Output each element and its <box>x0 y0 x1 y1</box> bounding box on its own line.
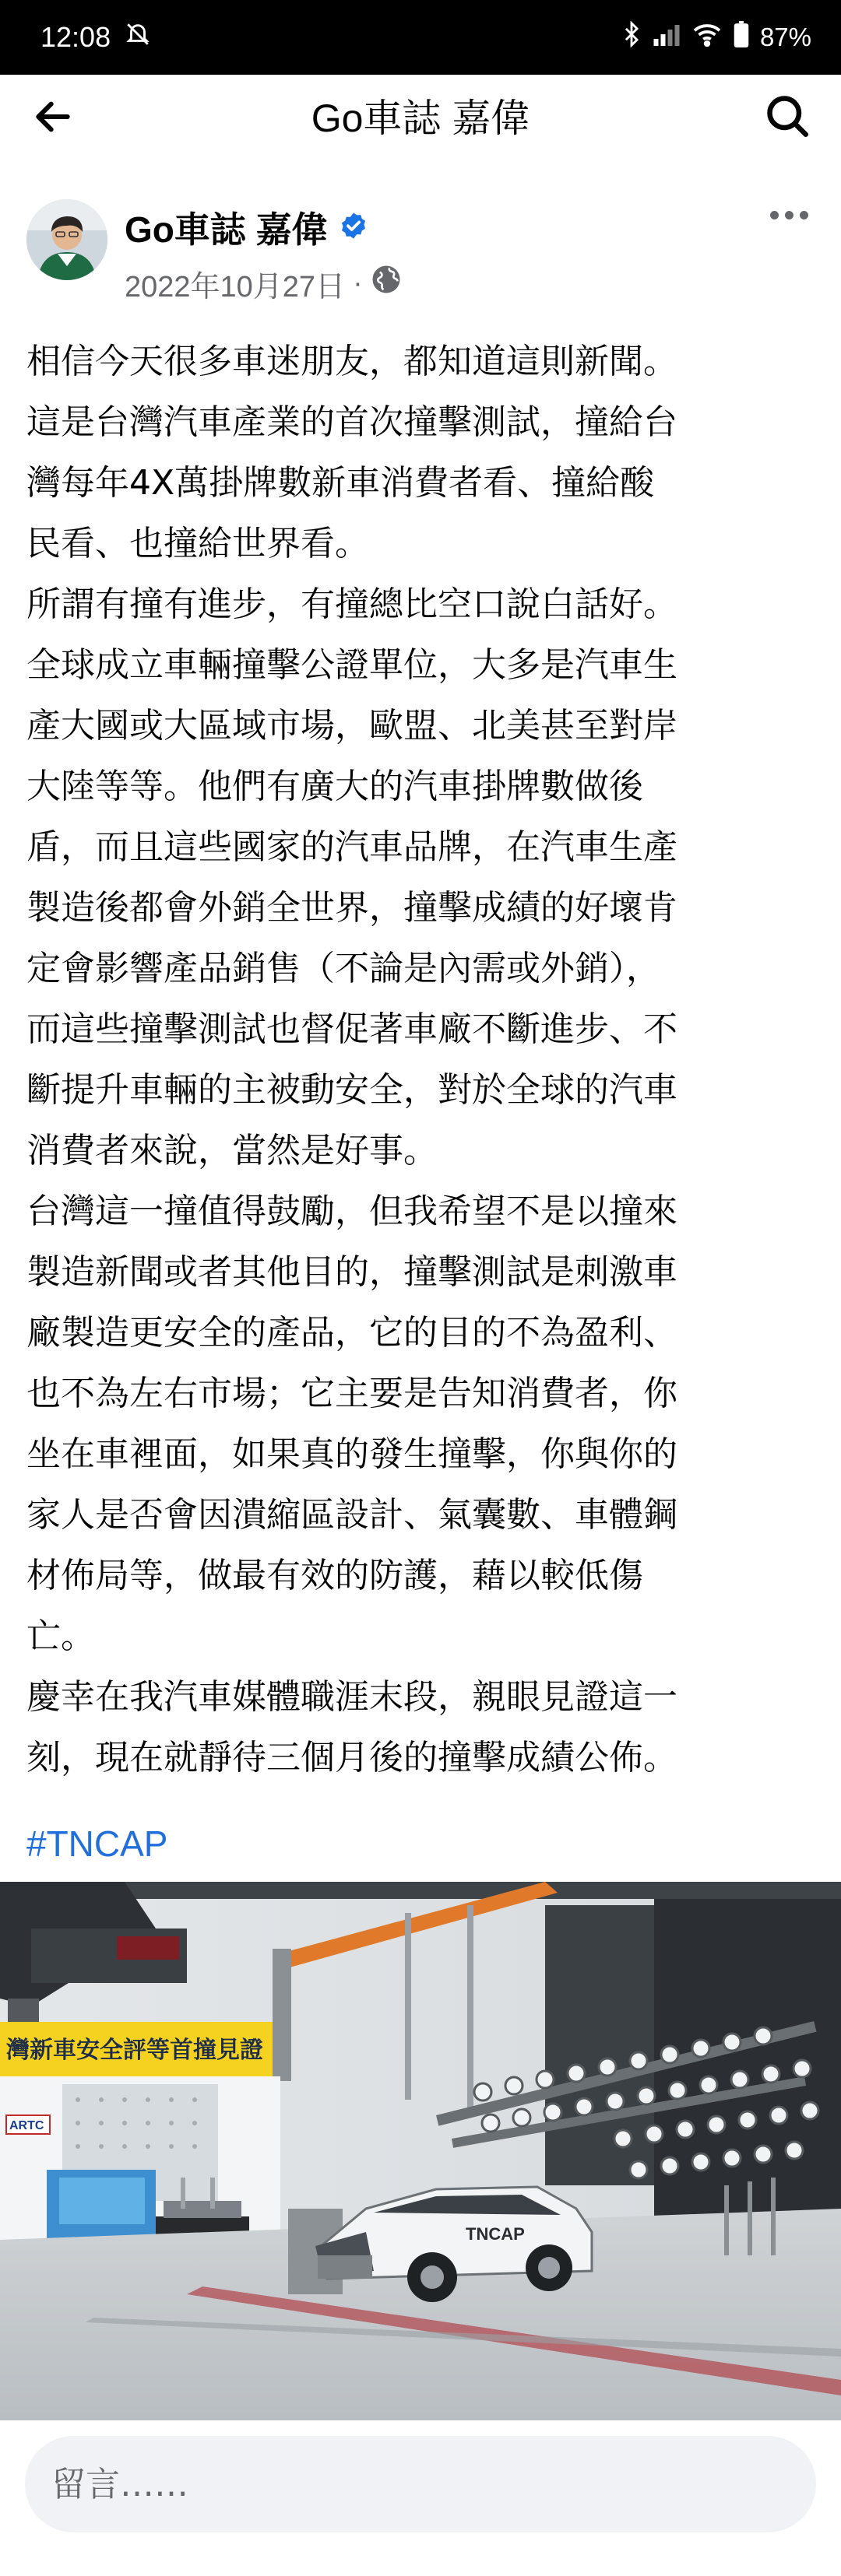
more-options-button[interactable] <box>762 199 816 230</box>
photo-banner-text: 灣新車安全評等首撞見證 <box>6 2037 263 2064</box>
status-bar <box>0 0 841 75</box>
mute-icon <box>125 21 151 54</box>
status-left <box>40 21 151 54</box>
post-line: 而這些撞擊測試也督促著車廠不斷進步、不 <box>26 1009 677 1049</box>
post-photo[interactable] <box>0 1882 841 2420</box>
post-line: 盾，而且這些國家的汽車品牌，在汽車生產 <box>26 827 677 867</box>
post-line: 相信今天很多車迷朋友，都知道這則新聞。 <box>26 342 677 381</box>
post-line: 家人是否會因潰縮區設計、氣囊數、車體鋼 <box>26 1495 677 1535</box>
post-line: 製造新聞或者其他目的，撞擊測試是刺激車 <box>26 1252 677 1292</box>
post-line: 灣每年4X萬掛牌數新車消費者看、撞給酸 <box>26 463 655 503</box>
more-options-icon <box>770 211 779 219</box>
post-line: 亡。 <box>26 1616 95 1656</box>
arrow-left-icon <box>31 95 75 139</box>
post-line: 大陸等等。他們有廣大的汽車掛牌數做後 <box>26 767 643 806</box>
post-line: 坐在車裡面，如果真的發生撞擊，你與你的 <box>26 1434 677 1474</box>
post-line: 所謂有撞有進步，有撞總比空口說白話好。 <box>26 584 677 624</box>
globe-icon <box>371 264 402 303</box>
meta-separator: · <box>353 266 363 300</box>
comment-input[interactable] <box>25 2436 816 2532</box>
post-line: 廠製造更安全的產品，它的目的不為盈利、 <box>26 1313 677 1353</box>
search-icon <box>764 93 811 139</box>
app-header <box>0 75 841 156</box>
status-time: 12:08 <box>40 21 111 53</box>
post-line: 慶幸在我汽車媒體職涯末段，親眼見證這一 <box>26 1677 677 1717</box>
author-row <box>125 204 368 251</box>
post-line: 台灣這一撞值得鼓勵，但我希望不是以撞來 <box>26 1191 677 1231</box>
photo-car-label: TNCAP <box>466 2224 525 2244</box>
avatar[interactable] <box>26 199 107 280</box>
post-line: 這是台灣汽車產業的首次撞擊測試，撞給台 <box>26 402 677 442</box>
post-line: 斷提升車輛的主被動安全，對於全球的汽車 <box>26 1070 677 1110</box>
bluetooth-icon <box>621 21 642 54</box>
post-date[interactable]: 2022年10月27日 <box>125 270 346 304</box>
battery-icon <box>734 21 749 54</box>
hashtag-link[interactable]: #TNCAP <box>26 1823 168 1864</box>
wifi-icon <box>691 21 723 54</box>
battery-percent: 87% <box>759 23 811 51</box>
search-button[interactable] <box>762 90 813 142</box>
page-title: Go車誌 嘉偉 <box>311 97 530 140</box>
post-line: 刻，現在就靜待三個月後的撞擊成績公佈。 <box>26 1738 677 1778</box>
post-meta <box>125 265 402 302</box>
post-line: 全球成立車輛撞擊公證單位，大多是汽車生 <box>26 645 677 685</box>
post-line: 民看、也撞給世界看。 <box>26 524 369 563</box>
post-line: 製造後都會外銷全世界，撞擊成績的好壞肯 <box>26 888 677 928</box>
post-line: 也不為左右市場；它主要是告知消費者，你 <box>26 1374 677 1413</box>
verified-badge-icon <box>339 211 368 244</box>
post-line: 定會影響產品銷售（不論是內需或外銷）， <box>26 949 660 988</box>
post-line: 材佈局等，做最有效的防護，藉以較低傷 <box>26 1556 643 1595</box>
photo-artc-label: ARTC <box>9 2119 44 2132</box>
post-body <box>26 332 818 1788</box>
back-button[interactable] <box>28 92 78 142</box>
post-line: 消費者來說，當然是好事。 <box>26 1131 438 1170</box>
status-right <box>621 21 811 54</box>
signal-icon <box>653 21 681 54</box>
author-name[interactable]: Go車誌 嘉偉 <box>125 209 328 250</box>
post-line: 產大國或大區域市場，歐盟、北美甚至對岸 <box>26 706 677 746</box>
